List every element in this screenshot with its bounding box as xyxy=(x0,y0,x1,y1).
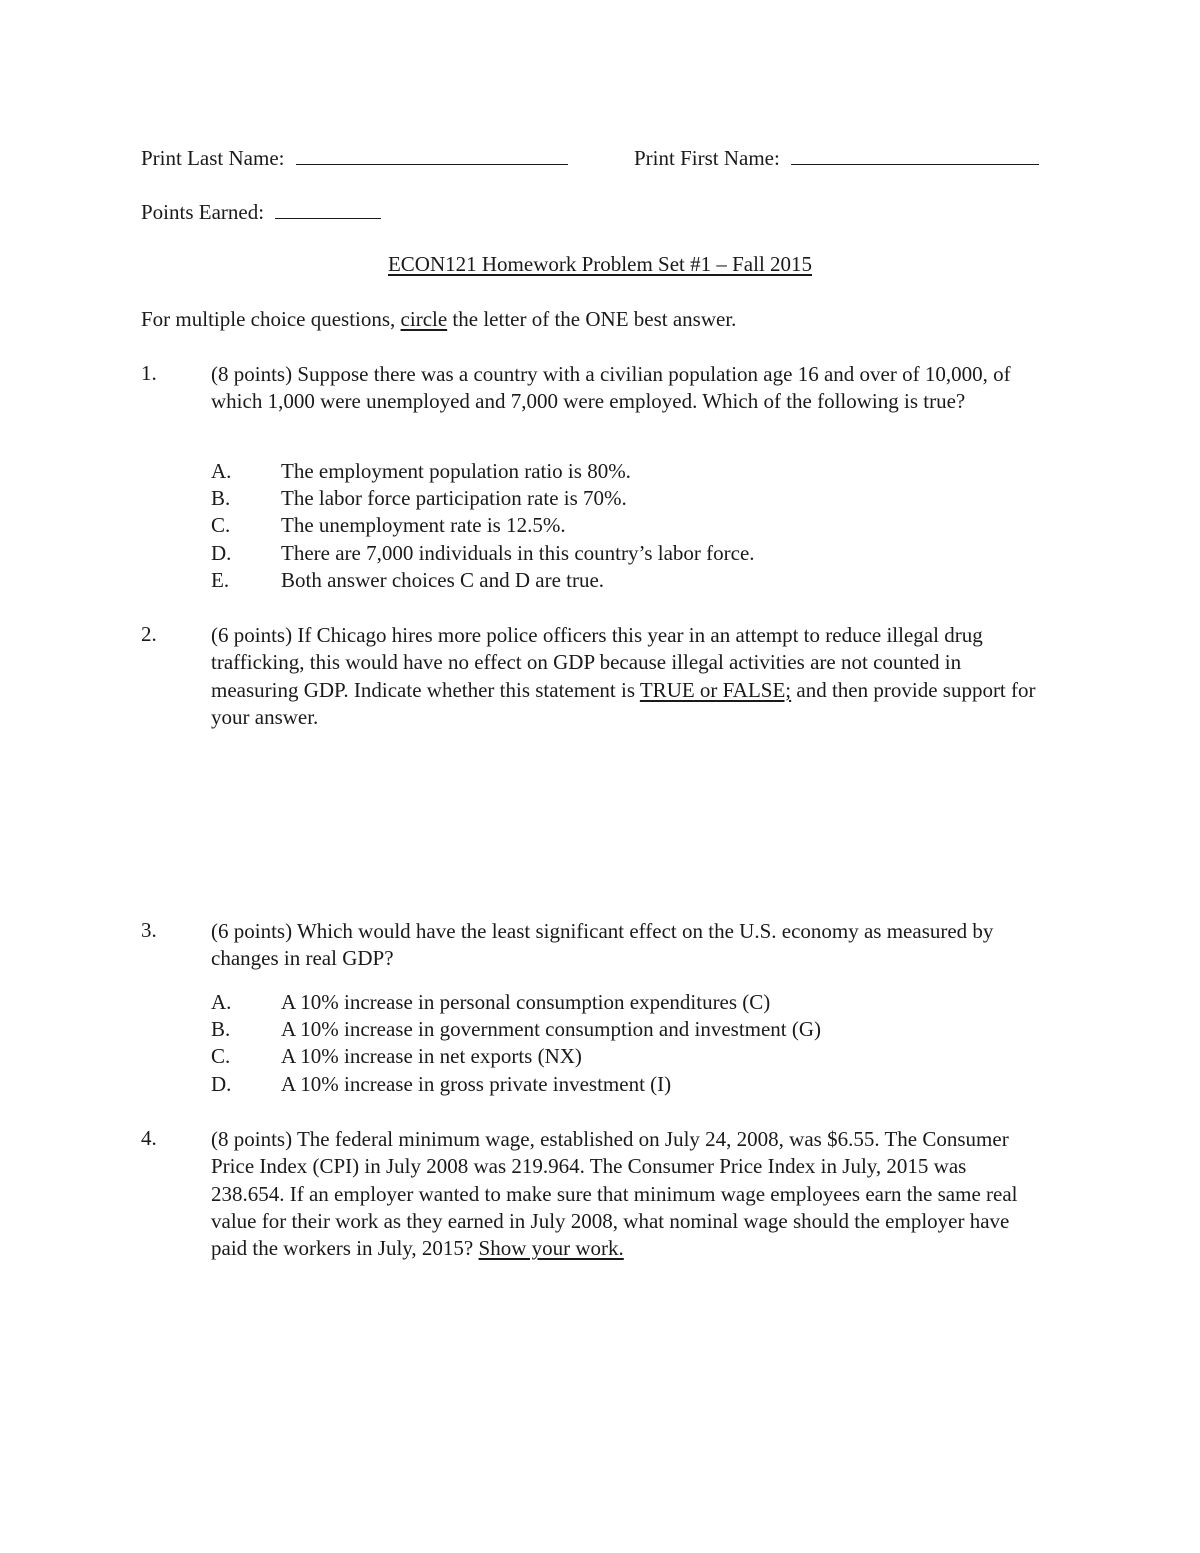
instructions-text-before: For multiple choice questions, xyxy=(141,307,401,331)
choice-item[interactable] xyxy=(211,567,755,594)
choice-letter[interactable]: A. xyxy=(211,459,232,483)
question-text xyxy=(211,622,1041,731)
question-number: 1. xyxy=(141,361,157,385)
question-text-before: (6 points) If Chicago hires more police officers this year in an attempt to reduce illegal drug trafficking, this would have no effect on GDP because illegal activities are not counted in measuring GDP. Indicate whether this statement is xyxy=(211,623,983,702)
choice-text: There are 7,000 individuals in this country’s labor force. xyxy=(281,540,755,565)
choice-item[interactable] xyxy=(211,485,755,512)
choice-letter[interactable]: D. xyxy=(211,1071,232,1096)
choice-list xyxy=(211,458,755,594)
question-text-underlined: Show your work. xyxy=(478,1236,624,1261)
choice-item[interactable] xyxy=(211,1016,821,1043)
choice-text: A 10% increase in government consumption and investment (G) xyxy=(281,1017,822,1042)
choice-letter[interactable]: A. xyxy=(211,990,232,1014)
question-text-after: and then provide support for your answer. xyxy=(211,677,1036,729)
question-number: 2. xyxy=(141,622,157,646)
choice-list xyxy=(211,989,821,1098)
choice-item[interactable] xyxy=(211,458,755,485)
points-earned-field xyxy=(141,198,381,225)
choice-item[interactable] xyxy=(211,512,755,539)
choice-item[interactable] xyxy=(211,1071,821,1098)
choice-text: A 10% increase in gross private investment (I) xyxy=(281,1071,672,1096)
question-text xyxy=(211,1126,1041,1262)
choice-letter[interactable]: B. xyxy=(211,1017,231,1042)
choice-item[interactable] xyxy=(211,540,755,567)
choice-text: A 10% increase in personal consumption expenditures (C) xyxy=(281,990,771,1014)
choice-letter[interactable]: D. xyxy=(211,540,232,565)
question-text-before: (8 points) The federal minimum wage, established on July 24, 2008, was $6.55. The Consumer Price Index (CPI) in July 2008 was 219.964. The Consumer Price Index in July, 2015 was 238.654. If an employer wanted to make sure that minimum wage employees earn the same real value for their work as they earned in July 2008, what nominal wage should the employer have paid the workers in July, 2015? xyxy=(211,1127,1018,1261)
choice-text: A 10% increase in net exports (NX) xyxy=(281,1044,582,1069)
choice-item[interactable] xyxy=(211,989,821,1016)
points-earned-label: Points Earned: xyxy=(141,200,265,224)
choice-text: The unemployment rate is 12.5%. xyxy=(281,513,566,538)
last-name-field xyxy=(141,144,568,171)
question-number: 3. xyxy=(141,918,157,942)
choice-letter[interactable]: C. xyxy=(211,513,231,538)
first-name-label: Print First Name: xyxy=(634,146,780,170)
question-text: (6 points) Which would have the least significant effect on the U.S. economy as measured by changes in real GDP? xyxy=(211,919,994,971)
last-name-label: Print Last Name: xyxy=(141,146,285,170)
first-name-blank[interactable] xyxy=(791,144,1039,165)
first-name-field xyxy=(634,144,1039,171)
question-number: 4. xyxy=(141,1126,157,1150)
page-title: ECON121 Homework Problem Set #1 – Fall 2015 xyxy=(387,252,813,276)
question-text: (8 points) Suppose there was a country with a civilian population age 16 and over of 10,000, of which 1,000 were unemployed and 7,000 were employed. Which of the following is true? xyxy=(211,362,1011,414)
choice-text: The employment population ratio is 80%. xyxy=(281,459,631,483)
question-text-underlined: TRUE or FALSE; xyxy=(639,677,792,702)
points-earned-blank[interactable] xyxy=(275,198,381,219)
choice-letter[interactable]: E. xyxy=(211,567,230,592)
choice-text: Both answer choices C and D are true. xyxy=(281,567,605,592)
last-name-blank[interactable] xyxy=(296,144,568,165)
choice-item[interactable] xyxy=(211,1043,821,1070)
choice-letter[interactable]: B. xyxy=(211,486,231,511)
instructions-underlined: circle xyxy=(400,307,448,331)
instructions-text-after: the letter of the ONE best answer. xyxy=(447,307,737,331)
choice-text: The labor force participation rate is 70%. xyxy=(281,486,627,511)
choice-letter[interactable]: C. xyxy=(211,1044,231,1069)
instructions xyxy=(141,307,736,332)
